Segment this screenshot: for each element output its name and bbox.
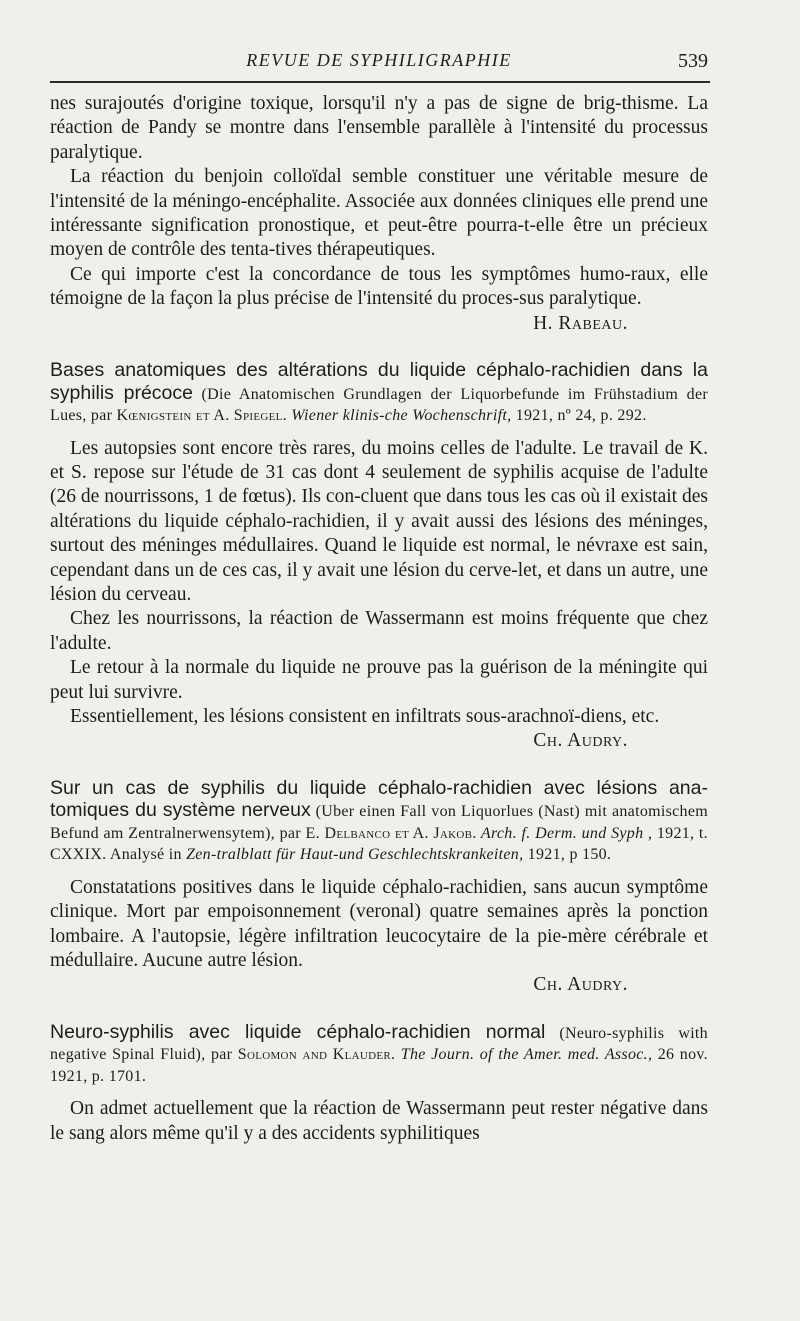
article-2-paragraph-1: Constatations positives dans le liquide céphalo-rachidien, sans aucun symptôme clinique. Mort par empoisonnement (veronal) quatre semaines après la ponction lombaire. A l'autopsie, légère infiltration leucocytaire de la pie-mère cérébrale et médullaire. Aucune autre lésion. — [50, 876, 708, 972]
article-3-journal: The Journ. of the Amer. med. Assoc., — [395, 1046, 653, 1064]
article-1-paragraph-3: Le retour à la normale du liquide ne prouve pas la guérison de la méningite qui peut lui survivre. — [50, 657, 708, 703]
intro-paragraph-2: La réaction du benjoin colloïdal semble constituer une véritable mesure de l'intensité de la méningo-encéphalite. Associée aux données cliniques elle prend une intéressante signification pronostique, et peut-être pourra-t-elle être un précieux moyen de contrôle des tenta-tives thérapeutiques. — [50, 166, 708, 261]
article-2-authors: Delbanco et A. Jakob. — [324, 824, 477, 842]
article-2-journal-2: Zen-tralblatt für Haut-und Geschlechtskrankeiten, — [186, 846, 524, 864]
intro-signature: H. Rabeau. — [533, 312, 628, 334]
article-2-ref-end: 1921, p 150. — [523, 846, 612, 864]
article-1-paragraph-2: Chez les nourrissons, la réaction de Wassermann est moins fréquente que chez l'adulte. — [50, 608, 708, 654]
intro-paragraph-1: nes surajoutés d'origine toxique, lorsqu'il n'y a pas de signe de brig-thisme. La réaction de Pandy se montre dans l'ensemble parallèle à l'intensité du processus paralytique. — [50, 93, 708, 163]
article-2-heading — [50, 778, 708, 866]
article-1-title: Bases anatomiques des altérations du liquide céphalo-rachidien dans la syphilis précoce — [50, 359, 708, 404]
article-1-ref-text: (Die Anatomischen Grundlagen der Liquorbefunde im Frühstadium der Lues, par — [50, 385, 709, 425]
article-1-paragraph-4: Essentiellement, les lésions consistent en infiltrats sous-arachnoï-diens, etc. — [70, 706, 660, 728]
article-2-title: Sur un cas de syphilis du liquide céphalo-rachidien avec lésions ana-tomiques du système nerveux — [50, 776, 708, 822]
article-1-ref-end: 1921, nº 24, p. 292. — [511, 407, 647, 425]
article-3-ref-text: (Neuro-syphilis with negative Spinal Fluid), par — [50, 1024, 708, 1064]
article-1-heading — [50, 360, 708, 427]
article-1-journal: Wiener klinis-che Wochenschrift, — [291, 407, 512, 425]
article-2-signature: Ch. Audry. — [533, 974, 628, 996]
article-1-signature: Ch. Audry. — [533, 730, 628, 752]
article-1-signature-row — [50, 729, 708, 753]
article-2-ref-text: (Uber einen Fall von Liquorlues (Nast) mit anatomischem Befund am Zentralnerwensytem), par E. — [50, 803, 708, 842]
article-3-title: Neuro-syphilis avec liquide céphalo-rachidien normal — [50, 1020, 546, 1043]
article-2-ref-mid: 1921, t. CXXIX. Analysé in — [50, 824, 708, 864]
article-2-signature-row — [50, 973, 708, 997]
article-1-paragraph-1: Les autopsies sont encore très rares, du moins celles de l'adulte. Le travail de K. et S. repose sur l'étude de 31 cas dont 4 seulement de syphilis acquise de l'adulte (26 de nourrissons, 1 de fœtus). Ils con-cluent que dans tous les cas où il existait des altérations du liquide céphalo-rachidien, il y avait aussi des lésions des méninges, surtout des méninges médullaires. Quand le liquide est normal, le névraxe est sain, cependant dans un de ces cas, il y avait une lésion du cerve-let, et dans un autre, une lésion du cerveau. — [50, 437, 708, 605]
article-3-ref-end: 26 nov. 1921, p. 1701. — [50, 1046, 708, 1085]
article-2-journal: Arch. f. Derm. und Syph , — [476, 824, 653, 842]
page-number: 539 — [678, 50, 708, 72]
page-header — [50, 48, 708, 78]
article-3-paragraph-1: On admet actuellement que la réaction de Wassermann peut rester négative dans le sang alors même qu'il y a des accidents syphilitiques — [50, 1098, 708, 1144]
header-rule — [50, 81, 710, 83]
running-title: REVUE DE SYPHILIGRAPHIE — [246, 50, 512, 70]
intro-paragraph-3: Ce qui importe c'est la concordance de tous les symptômes humo-raux, elle témoigne de la façon la plus précise de l'intensité du proces-sus paralytique. — [50, 263, 708, 310]
intro-signature-row — [50, 312, 708, 336]
article-1-authors: Kœnigstein et A. Spiegel. — [116, 407, 287, 425]
article-3-heading — [50, 1022, 708, 1088]
intro-last-line — [50, 263, 708, 312]
article-3-authors: Solomon and Klauder. — [237, 1046, 396, 1064]
page-body — [50, 92, 708, 1146]
